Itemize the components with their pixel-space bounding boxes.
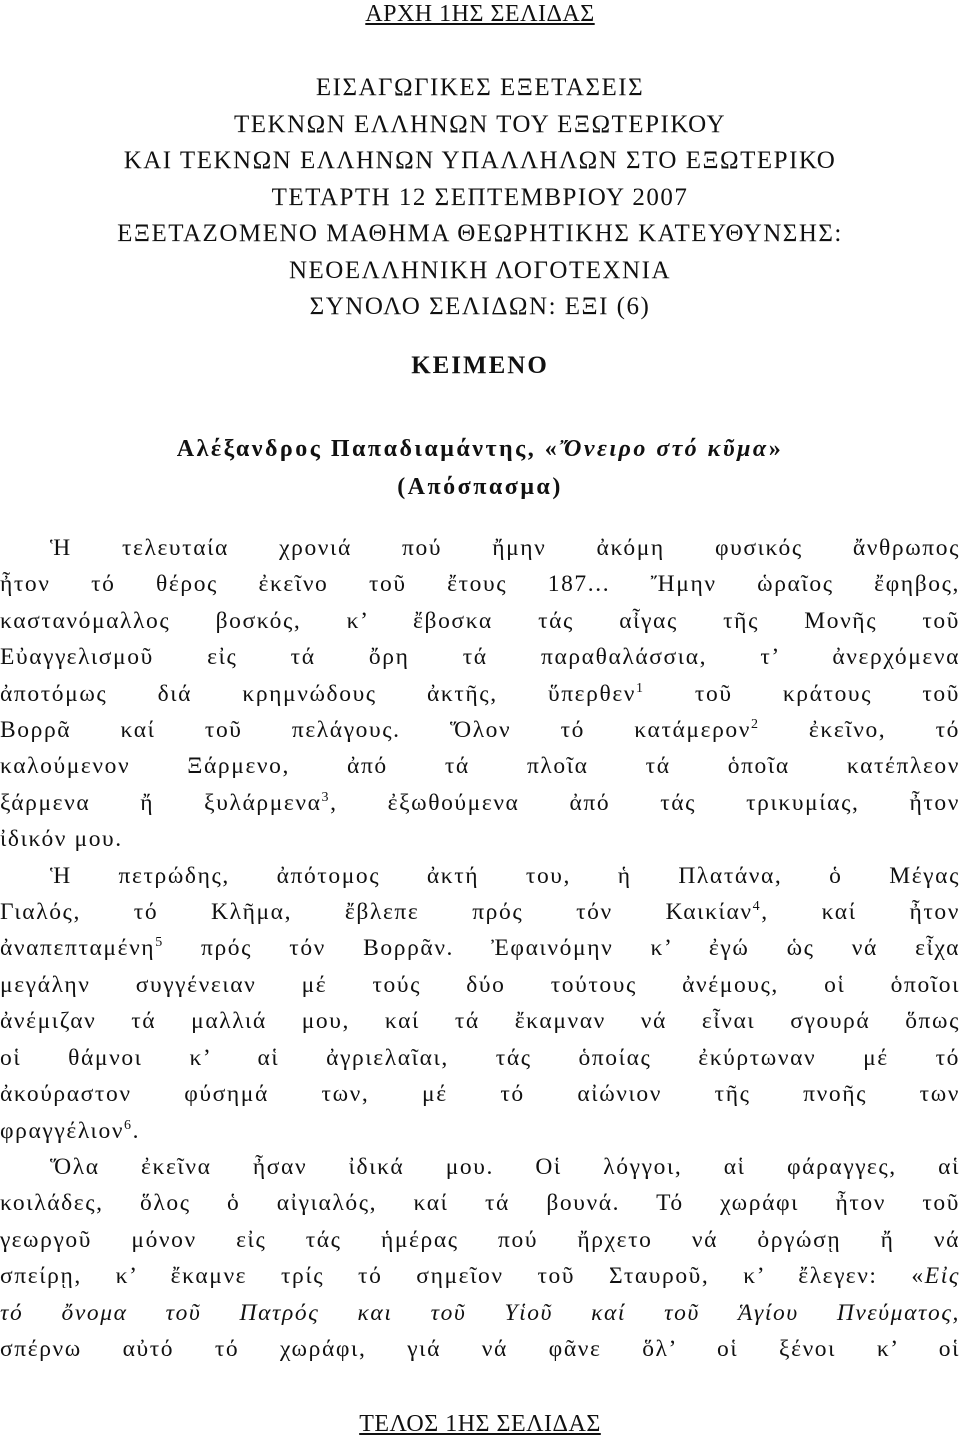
work-title [0, 430, 960, 506]
line-text: Γιαλός, τό Κλῆμα, ἔβλεπε πρός τόν Καικίαν [0, 899, 753, 926]
passage-line: οἱ θάμνοι κ’ αἱ ἀγριελαῖαι, τάς ὁποίας ἐκύρτωναν μέ τό [0, 1044, 960, 1071]
work-name: Ὄνειρο στό κῦμα [559, 436, 769, 462]
line-text: , ἐξωθούμενα ἀπό τάς τρικυμίας, ἦτον [330, 789, 960, 816]
passage-line: τό ὄνομα τοῦ Πατρός και τοῦ Υἱοῦ καί τοῦ Ἁγίου Πνεύματος, [0, 1299, 960, 1326]
header-line: ΤΕΚΝΩΝ ΕΛΛΗΝΩΝ ΤΟΥ ΕΞΩΤΕΡΙΚΟΥ [234, 110, 726, 138]
work-subtitle: (Απόσπασμα) [397, 474, 563, 500]
page-end-marker: ΤΕΛΟΣ 1ΗΣ ΣΕΛΙΔΑΣ [359, 1411, 601, 1437]
line-text: Βορρᾶ καί τοῦ πελάγους. Ὅλον τό κατάμερον [0, 717, 751, 744]
page-start-marker: ΑΡΧΗ 1ΗΣ ΣΕΛΙΔΑΣ [365, 1, 595, 27]
passage-line: Εὐαγγελισμοῦ εἰς τά ὄρη τά παραθαλάσσια, τ’ ἀνερχόμενα [0, 644, 960, 671]
line-text: ἀναπεπταμένη [0, 935, 156, 962]
passage-line: ἀνέμιζαν τά μαλλιά μου, καί τά ἔκαμναν νά εἶναι σγουρά ὅπως [0, 1008, 960, 1035]
exam-header [0, 70, 960, 326]
header-line: ΕΞΕΤΑΖΟΜΕΝΟ ΜΑΘΗΜΑ ΘΕΩΡΗΤΙΚΗΣ ΚΑΤΕΥΘΥΝΣΗΣ: [117, 220, 843, 247]
footnote-ref: 6 [124, 1117, 133, 1133]
line-text-italic: Εἰς [924, 1263, 960, 1290]
section-label: ΚΕΙΜΕΝΟ [411, 352, 549, 379]
passage-line [0, 712, 960, 748]
line-text: σπείρῃ, κ’ ἔκαμνε τρίς τό σημεῖον τοῦ Σταυροῦ, κ’ ἔλεγεν: « [0, 1263, 925, 1290]
header-line: ΣΥΝΟΛΟ ΣΕΛΙΔΩΝ: ΕΞΙ (6) [309, 293, 651, 320]
author-and-title [0, 430, 960, 468]
line-text: , καί ἦτον [761, 899, 960, 926]
footnote-ref: 4 [752, 899, 762, 915]
passage-line: γεωργοῦ μόνον εἰς τάς ἡμέρας πού ἤρχετο νά ὀργώσῃ ἤ νά [0, 1226, 960, 1253]
passage-line [0, 676, 960, 712]
passage-line: Ὅλα ἐκεῖνα ἦσαν ἰδικά μου. Οἱ λόγγοι, αἱ φάραγγες, αἱ [50, 1153, 960, 1180]
passage-line: ἀκούραστον φύσημά των, μέ τό αἰώνιον τῆς πνοῆς των [0, 1081, 960, 1108]
line-text: πρός τόν Βορρᾶν. Ἐφαινόμην κ’ ἐγώ ὡς νά εἶχα [163, 935, 960, 962]
passage-line [0, 785, 960, 821]
passage-line: ἰδικόν μου. [0, 826, 123, 853]
passage-line: ἦτον τό θέρος ἐκεῖνο τοῦ ἔτους 187... Ἤμην ὡραῖος ἔφηβος, [0, 571, 960, 598]
passage-line [0, 1258, 960, 1294]
line-text: τοῦ κράτους τοῦ [644, 680, 960, 707]
footnote-ref: 1 [636, 680, 645, 696]
header-line: ΚΑΙ ΤΕΚΝΩΝ ΕΛΛΗΝΩΝ ΥΠΑΛΛΗΛΩΝ ΣΤΟ ΕΞΩΤΕΡΙΚΟ [123, 147, 837, 174]
line-text: . [132, 1117, 141, 1144]
quote-close: » [768, 436, 784, 462]
header-line: ΝΕΟΕΛΛΗΝΙΚΗ ΛΟΓΟΤΕΧΝΙΑ [288, 256, 671, 284]
passage-line: κοιλάδες, ὅλος ὁ αἰγιαλός, καί τά βουνά. Τό χωράφι ἦτον τοῦ [0, 1190, 960, 1217]
header-line: ΤΕΤΑΡΤΗ 12 ΣΕΠΤΕΜΒΡΙΟΥ 2007 [271, 183, 689, 211]
line-text: φραγγέλιον [0, 1117, 125, 1144]
footnote-ref: 2 [750, 717, 760, 733]
passage-line: καλούμενον Ξάρμενο, ἀπό τά πλοῖα τά ὁποῖα κατέπλεον [0, 753, 960, 780]
passage-line [0, 1113, 960, 1149]
passage-line: Ἡ πετρώδης, ἀπότομος ἀκτή του, ἡ Πλατάνα, ὁ Μέγας [50, 862, 960, 889]
passage-text [0, 530, 960, 1367]
header-line: ΕΙΣΑΓΩΓΙΚΕΣ ΕΞΕΤΑΣΕΙΣ [315, 74, 645, 101]
passage-line: σπέρνω αὐτό τό χωράφι, γιά νά φᾶνε ὅλ’ οἱ ξένοι κ’ οἱ [0, 1335, 960, 1362]
footnote-ref: 5 [155, 935, 164, 951]
passage-line [0, 930, 960, 966]
footnote-ref: 3 [321, 790, 331, 806]
line-text: ξάρμενα ἤ ξυλάρμενα [0, 789, 322, 816]
passage-line: καστανόμαλλος βοσκός, κ’ ἔβοσκα τάς αἶγας τῆς Μονῆς τοῦ [0, 607, 960, 634]
passage-line: μεγάλην συγγένειαν μέ τούς δύο τούτους ἀνέμους, οἱ ὁποῖοι [0, 971, 960, 998]
author-name: Αλέξανδρος Παπαδιαμάντης, « [176, 436, 560, 462]
passage-line [0, 894, 960, 930]
line-text: ἀποτόμως διά κρημνώδους ἀκτῆς, ὕπερθεν [0, 680, 637, 707]
line-text: ἐκεῖνο, τό [759, 717, 960, 744]
passage-line: Ἡ τελευταία χρονιά πού ἤμην ἀκόμη φυσικός ἄνθρωπος [50, 535, 960, 561]
